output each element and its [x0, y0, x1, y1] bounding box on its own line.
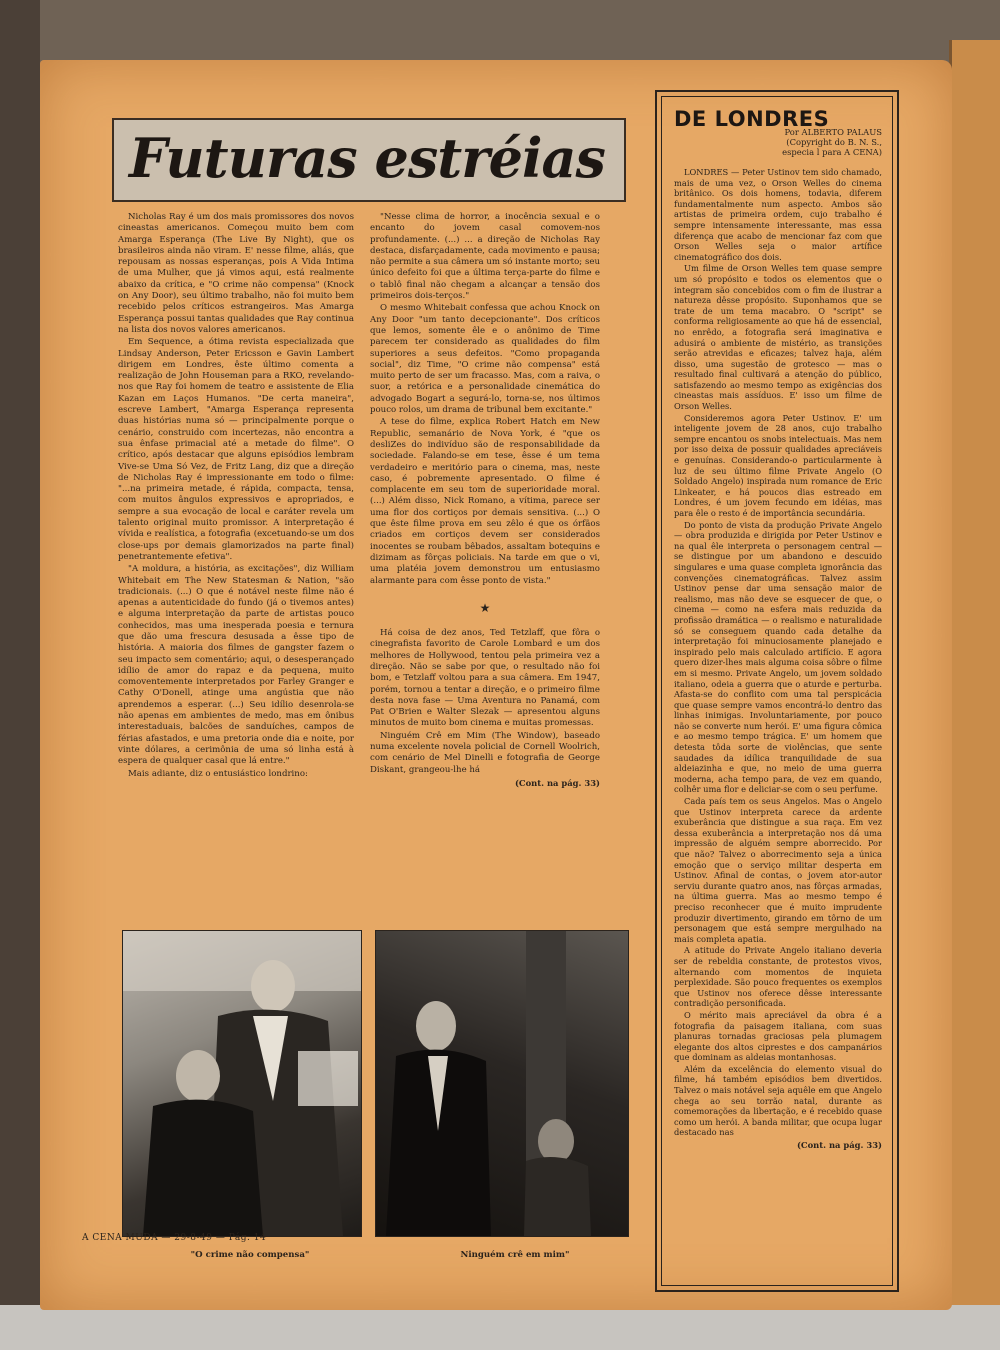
paragraph: Ninguém Crê em Mim (The Window), baseado numa excelente novela policial de Cornell Woolrich, com cenário de Mel Dinelli e fotografia de George Diskant, grangeou-lhe há — [370, 730, 600, 775]
sidebar-byline — [674, 127, 882, 157]
paragraph: LONDRES — Peter Ustinov tem sido chamado, mais de uma vez, o Orson Welles do cinema britânico. Os dois homens, todavia, diferem fundamentalmente num aspecto. Ambos são artistas de primeira ordem, cujo trabalho é sempre intensamente interessante, mas essa diferença que acabo de mencionar faz com que Orson Welles seja o maior artífice cinematográfico dos dois. — [674, 167, 882, 262]
paragraph: Há coisa de dez anos, Ted Tetzlaff, que fôra o cinegrafista favorito de Carole Lombard e um dos melhores de Hollywood, tentou pela primeira vez a direção. Não se sabe por que, o resultado não foi bom, e Tetzlaff voltou para a sua câmera. Em 1947, porém, tornou a tentar a direção, e o primeiro filme desta nova fase — Uma Aventura no Panamá, com Pat O'Brien e Walter Slezak — apresentou alguns minutos de muito bom cinema e muitas promessas. — [370, 628, 600, 729]
article-column-middle — [370, 212, 600, 789]
adjacent-page-edge — [949, 40, 1000, 1310]
paragraph: "A moldura, a história, as excitações", diz William Whitebait em The New Statesman & Nation, "são tradicionais. (...) O que é notável neste filme não é apenas a autenticidade do fundo (já o tivemos antes) e alguma interpretação da parte de artistas pouco conhecidos, mas uma inesperada poesia e ternura que dão uma frescura desusada a êsse tipo de história. A maioria dos filmes de gangster fazem o seu impacto sem comentário; aqui, o desesperançado idílio de amor do rapaz e da pequena, muito comoventemente interpretados por Farley Granger e Cathy O'Donell, atinge uma angústia que não aprendemos a esperar. (...) Seu idílio desenrola-se não apenas em ambientes de medo, mas em ônibus interestaduais, balcões de sanduíches, campos de férias afastados, e uma pretoria onde dia e noite, por vinte dólares, a cerimônia de uma só linha está à espera de qualquer casal que lá entre." — [118, 564, 354, 767]
sidebar-article — [674, 167, 882, 1151]
paragraph: Mais adiante, diz o entusiástico londrino: — [128, 768, 308, 779]
continued-note: (Cont. na pág. 33) — [796, 1140, 882, 1151]
magazine-page — [40, 60, 952, 1310]
paragraph: O mérito mais apreciável da obra é a fotografia da paisagem italiana, com suas planuras tornadas graciosas pela plumagem elegante dos altos ciprestes e dos campanários que dominam as aldeias montanhosas. — [674, 1009, 882, 1063]
byline-author: Por ALBERTO PALAUS — [784, 127, 882, 137]
paragraph: O mesmo Whitebait confessa que achou Knock on Any Door "um tanto decepcionante". Dos críticos que lemos, somente êle e o anônimo de Time parecem ter considerado as qualidades do film superiores a seus defeitos. "Como propaganda social", diz Time, "O crime não compensa" está muito perto de ser um fracasso. Mas, com a raiva, o suor, a retórica e a personalidade cinemática do advogado Bogart a segurá-lo, torna-se, nos últimos pouco rolos, um drama de tribunal bem excitante." — [370, 303, 600, 416]
paragraph: "Nesse clima de horror, a inocência sexual e o encanto do jovem casal comovem-nos profundamente. (...) ... a direção de Nicholas Ray destaca, disfarçadamente, cada movimento e pausa; não permite a sua câmera um só instante morto; seu único defeito foi que a última terça-parte do filme e o tablô final não chegam a alcançar a tensão dos primeiros dois-terços." — [370, 212, 600, 302]
page-title: Futuras estréias — [129, 126, 605, 190]
film-still-photo-right — [375, 930, 629, 1237]
photo-caption-left: "O crime não compensa" — [190, 1250, 310, 1260]
paragraph: A tese do filme, explica Robert Hatch em New Republic, semanário de Nova York, é "que os desliZes do indivíduo são de responsabilidade da sociedade. Falando-se em tese, êsse é um tema verdadeiro e meritório para o cinema, mas, neste caso, é pobremente apresentado. O filme é complacente em seu tom de superioridade moral. (...) Além disso, Nick Romano, a vítima, parece ser uma flor dos cortiços por demais sensitiva. (...) O que êste filme prova em seu zêlo é que os órfãos criados em cortiços devem ser considerados inocentes se roubam bêbados, assaltam botequins e dizimam as fôrças policiais. Na tarde em que o vi, uma platéia jovem demonstrou um entusiasmo alarmante para com êsse ponto de vista." — [370, 417, 600, 586]
star-separator: ★ — [479, 600, 491, 615]
photo-illustration — [376, 931, 628, 1236]
sidebar-title: DE LONDRES — [674, 107, 830, 131]
page-footer: A CENA MUDA — 29-8-49 — Pág. 14 — [82, 1233, 267, 1243]
photo-illustration — [123, 931, 361, 1236]
paragraph: Um filme de Orson Welles tem quase sempre um só propósito e todos os elementos que o integram são concebidos com o fim de ilustrar a natureza dêsse propósito. Suponhamos que se trate de um tema macabro. O "script" se conforma religiosamente ao que há de essencial, no enrêdo, a fotografia será imaginativa e adusirá o ambiente de mistério, as transições serão atrevidas e eficazes; talvez haja, além disso, uma sugestão de grotesco — mas o resultado final cultivará a atenção do público, satisfazendo ao mesmo tempo as exigências dos cineastas mais assíduos. E' isso um filme de Orson Welles. — [674, 263, 882, 412]
paragraph: A atitude do Private Angelo italiano deveria ser de rebeldia constante, de protestos vivos, alternando com momentos de inquieta perplexidade. São pouco frequentes os exemplos que Ustinov nos oferece dêsse interessante contradição personificada. — [674, 945, 882, 1009]
paragraph: Além da excelência do elemento visual do filme, há também episódios bem divertidos. Talvez o mais notável seja aquêle em que Angelo chega ao seu torrão natal, durante as comemorações da libertação, e é recebido quase como um herói. A banda militar, que ocupa lugar destacado nas — [674, 1063, 882, 1138]
title-banner — [112, 118, 626, 202]
sidebar-box — [655, 90, 899, 1292]
continued-note: (Cont. na pág. 33) — [514, 777, 600, 788]
byline-copyright: (Copyright do B. N. S., — [786, 137, 882, 147]
byline-special: especia l para A CENA) — [782, 147, 882, 157]
background-bottom — [0, 1305, 1000, 1350]
paragraph: Do ponto de vista da produção Private Angelo — obra produzida e dirigida por Peter Ustinov e na qual êle interpreta o personagem central — se distingue por um abandono e descuido singulares e uma quase completa ignorância das convenções cinematográficas. Talvez assim Ustinov pense dar uma sensação maior de realismo, mas não deve se esquecer de que, o cinema — como na esfera mais reduzida da profissão dramática — o realismo e naturalidade só se conseguem quando cada detalhe da interpretação foi minuciosamente planejado e inspirado pelo mais calculado artifício. E agora quero dizer-lhes mais alguma coisa sôbre o filme em si mesmo. Private Angelo, um jovem soldado italiano, odeia a guerra que o aturde e perturba. Afasta-se do conflito com uma tal perspicácia que quase sempre vamos encontrá-lo dentro das linhas inimigas. Involuntariamente, por pouco não se converte num herói. E' uma figura cômica e ao mesmo tempo trágica. E' um homem que detesta tôda sorte de violências, que sente saudades da idílica tranquilidade de sua aldeiazinha e que, no meio de uma guerra moderna, acha tempo para, de vez em quando, colhêr uma flor e deliciar-se com o seu perfume. — [674, 519, 882, 795]
paragraph: Nicholas Ray é um dos mais promissores dos novos cineastas americanos. Começou muito bem com Amarga Esperança (The Live By Night), que os brasileiros ainda não viram. E' nesse filme, aliás, que repousam as nossas esperanças, pois A Vida Intima de uma Mulher, que já vimos aqui, está realmente abaixo da crítica, e "O crime não compensa" (Knock on Any Door), seu último trabalho, não foi muito bem recebido pelos críticos estrangeiros. Mas Amarga Esperança possui tantas qualidades que Ray continua na lista dos novos valores americanos. — [118, 212, 354, 335]
film-still-photo-left — [122, 930, 362, 1237]
article-column-left — [118, 212, 354, 781]
paragraph: Em Sequence, a ótima revista especializada que Lindsay Anderson, Peter Ericsson e Gavin Lambert dirigem em Londres, êste último comenta a realização de John Houseman para a RKO, revelando-nos que Ray foi homem de teatro e assistente de Elia Kazan em Laços Humanos. "De certa maneira", escreve Lambert, "Amarga Esperança representa duas histórias numa só — principalmente porque o cenário, construido com incertezas, não encontra a sua ênfase primacial até a metade do filme". O crítico, após destacar que alguns episódios lembram Vive-se Uma Só Vez, de Fritz Lang, diz que a direção de Nicholas Ray é impressionante em todo o filme: "...na primeira metade, é rápida, compacta, tensa, com muitos ângulos expressivos e apropriados, e sempre a sua evocação de local e caráter revela um talento original muito promissor. A interpretação é vívida e realística, a fotografia (excetuando-se um dos close-ups por demais glamorizados na parte final) penetrantemente efetiva". — [118, 337, 354, 562]
photo-caption-right: Ninguém crê em mim" — [460, 1250, 570, 1260]
sidebar-inner — [661, 96, 893, 1286]
paragraph: Consideremos agora Peter Ustinov. E' um inteligente jovem de 28 anos, cujo trabalho sempre encantou os snobs intelectuais. Mas nem por isso deixa de possuir qualidades apreciáveis e genuínas. Considerando-o particularmente à luz de seu último filme Private Angelo (O Soldado Angelo) inspirada num romance de Eric Linkeater, e há poucos dias estreado em Londres, é um jovem fecundo em idéias, mas para êle o resto é de importância secundária. — [674, 412, 882, 518]
background-left — [0, 0, 40, 1350]
paragraph: Cada país tem os seus Angelos. Mas o Angelo que Ustinov interpreta carece da ardente exuberância que distingue a sua raça. Em vez dessa exuberância a interpretação nos dá uma impressão de alguém sempre aborrecido. Por que não? Talvez o aborrecimento seja a única emoção que o serviço militar desperta em Ustinov. Afinal de contas, o jovem ator-autor serviu durante quatro anos, nas fôrças armadas, na última guerra. Mas ao mesmo tempo é preciso reconhecer que é muito imprudente produzir divertimento, girando em tôrno de um personagem que está sempre mergulhado na mais completa apatia. — [674, 796, 882, 944]
